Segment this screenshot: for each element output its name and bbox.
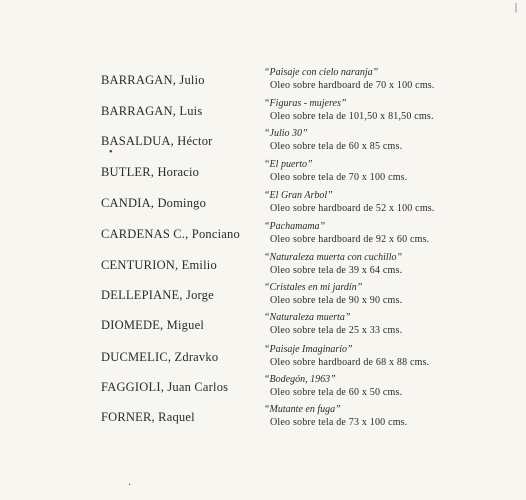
artwork-title: “Paisaje Imaginario” [264,344,353,355]
artwork-title: “Julio 30” [264,128,308,139]
artwork-technique: Oleo sobre tela de 25 x 33 cms. [270,325,403,336]
artwork-title: “El puerto” [264,159,313,170]
artist-name: DELLEPIANE, Jorge [101,288,214,302]
entry-cardenas [0,221,526,259]
artist-name: BASALDUA, Héctor [101,134,213,148]
artist-name: BARRAGAN, Luis [101,104,203,118]
artist-name: CENTURION, Emilio [101,258,217,272]
artwork-title: “Pachamama” [264,221,326,232]
entry-ducmelic [0,344,526,382]
artwork-title: “Paisaje con cielo naranja” [264,67,379,78]
artwork-title: “Mutante en fuga” [264,404,341,415]
artist-name: BARRAGAN, Julio [101,73,205,87]
artwork-technique: Oleo sobre hardboard de 70 x 100 cms. [270,80,435,91]
artwork-technique: Oleo sobre tela de 39 x 64 cms. [270,265,403,276]
artist-name: CARDENAS C., Ponciano [101,227,240,241]
speck-mark: · [128,480,132,491]
artwork-technique: Oleo sobre hardboard de 52 x 100 cms. [270,203,435,214]
artist-name: FORNER, Raquel [101,410,195,424]
artwork-technique: Oleo sobre tela de 60 x 50 cms. [270,387,403,398]
artist-name: DUCMELIC, Zdravko [101,350,219,364]
artwork-title: “El Gran Arbol” [264,190,333,201]
artwork-technique: Oleo sobre hardboard de 92 x 60 cms. [270,234,430,245]
entry-diomede [0,312,526,350]
artwork-technique: Oleo sobre tela de 90 x 90 cms. [270,295,403,306]
artwork-title: “Naturaleza muerta con cuchillo” [264,252,403,263]
artwork-technique: Oleo sobre tela de 60 x 85 cms. [270,141,403,152]
entry-dellepiane [0,282,526,320]
artwork-technique: Oleo sobre tela de 101,50 x 81,50 cms. [270,111,434,122]
artist-name: DIOMEDE, Miguel [101,318,204,332]
entry-barragan-julio [0,67,526,105]
artwork-technique: Oleo sobre hardboard de 68 x 88 cms. [270,357,430,368]
artist-name: FAGGIOLI, Juan Carlos [101,380,229,394]
entry-centurion [0,252,526,290]
artist-name: BUTLER, Horacio [101,165,200,179]
entry-candia [0,190,526,228]
artwork-technique: Oleo sobre tela de 70 x 100 cms. [270,172,408,183]
entry-forner [0,404,526,442]
entry-basaldua [0,128,526,166]
dot-mark: • [109,147,113,158]
entry-barragan-luis [0,98,526,136]
artwork-title: “Bodegón, 1963” [264,374,336,385]
artwork-technique: Oleo sobre tela de 73 x 100 cms. [270,417,408,428]
entry-butler [0,159,526,197]
artist-name: CANDIA, Domingo [101,196,207,210]
artwork-title: “Naturaleza muerta” [264,312,351,323]
entry-faggioli [0,374,526,412]
page-edge-mark: | [515,2,518,13]
artwork-title: “Figuras - mujeres” [264,98,347,109]
artwork-title: “Cristales en mi jardín” [264,282,363,293]
